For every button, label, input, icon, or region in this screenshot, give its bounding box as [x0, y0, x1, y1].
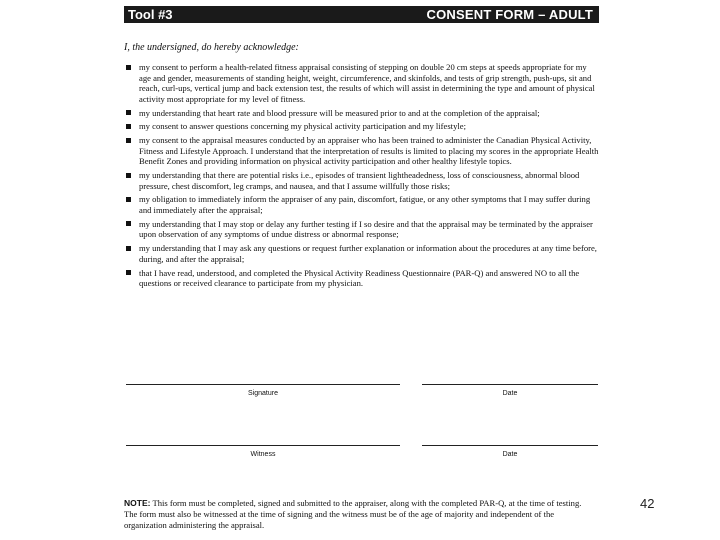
list-item — [124, 135, 600, 167]
note-label: NOTE: — [124, 498, 151, 508]
list-item-text: my obligation to immediately inform the appraiser of any pain, discomfort, fatigue, or any other symptoms that I may suffer during and immediately after the appraisal; — [139, 194, 591, 216]
square-bullet-icon — [126, 65, 131, 70]
square-bullet-icon — [126, 221, 131, 226]
list-item — [124, 243, 600, 264]
list-item-text: my consent to answer questions concerning my physical activity participation and my lifestyle; — [139, 121, 466, 132]
list-item-text: my consent to the appraisal measures conducted by an appraiser who has been trained to administer the Canadian Physical Activity, Fitness and Lifestyle Approach. I understand that the interpretation of results is limited to placing my scores in the appropriate Health Benefit Zones and providing information on physical activity participation and other healthy lifestyle topics. — [139, 135, 599, 167]
list-item — [124, 194, 600, 215]
square-bullet-icon — [126, 270, 131, 275]
note-text: This form must be completed, signed and submitted to the appraiser, along with the completed PAR-Q, at the time of testing. The form must also be witnessed at the time of signing and the witness must be of the age of majority and independent of the organization administering the appraisal. — [124, 498, 582, 530]
list-item — [124, 268, 600, 289]
list-item-text: my understanding that I may stop or delay any further testing if I so desire and that the appraisal may be terminated by the appraiser upon observation of any symptoms of undue distress or abnormal response; — [139, 218, 593, 240]
date-label: Date — [502, 390, 518, 397]
form-title: CONSENT FORM – ADULT — [426, 7, 593, 22]
note-paragraph — [124, 498, 594, 531]
list-item-text: my consent to perform a health-related fitness appraisal consisting of stepping on double 20 cm steps at speeds appropriate for my age and gender, measurements of standing height, weight, circumference, and skinfolds, and tests of grip strength, push-ups, sit and reach, curl-ups, vertical jump and back extension test, the results of which will assist in determining the type and amount of physical activity most appropriate for my level of fitness. — [139, 62, 595, 104]
form-header-bar — [124, 6, 599, 23]
witness-line[interactable] — [126, 445, 400, 446]
list-item — [124, 121, 600, 132]
list-item — [124, 62, 600, 104]
square-bullet-icon — [126, 138, 131, 143]
page-number: 42 — [640, 496, 655, 511]
square-bullet-icon — [126, 124, 131, 129]
list-item-text: my understanding that there are potential risks i.e., episodes of transient lightheadedness, loss of consciousness, abnormal blood pressure, chest discomfort, leg cramps, and nausea, and that I assume willfully those risks; — [139, 170, 580, 191]
list-item-text: my understanding that heart rate and blood pressure will be measured prior to and at the completion of the appraisal; — [139, 107, 540, 118]
witness-label: Witness — [250, 451, 276, 458]
list-item — [124, 170, 600, 191]
acknowledgement-list — [124, 62, 600, 292]
list-item-text: that I have read, understood, and completed the Physical Activity Readiness Questionnaire (PAR-Q) and answered NO to all the questions or received clearance to participate from my physician. — [139, 267, 580, 289]
intro-statement: I, the undersigned, do hereby acknowledge: — [124, 42, 299, 53]
square-bullet-icon — [126, 110, 131, 115]
signature-line[interactable] — [126, 384, 400, 385]
list-item-text: my understanding that I may ask any questions or request further explanation or information about the procedures at any time before, during, and after the appraisal; — [139, 243, 597, 264]
square-bullet-icon — [126, 197, 131, 202]
tool-label: Tool #3 — [128, 7, 173, 22]
witness-date-label: Date — [502, 451, 518, 458]
list-item — [124, 108, 600, 119]
list-item — [124, 219, 600, 240]
date-line[interactable] — [422, 384, 598, 385]
square-bullet-icon — [126, 173, 131, 178]
signature-label: Signature — [248, 390, 278, 397]
witness-date-line[interactable] — [422, 445, 598, 446]
square-bullet-icon — [126, 246, 131, 251]
